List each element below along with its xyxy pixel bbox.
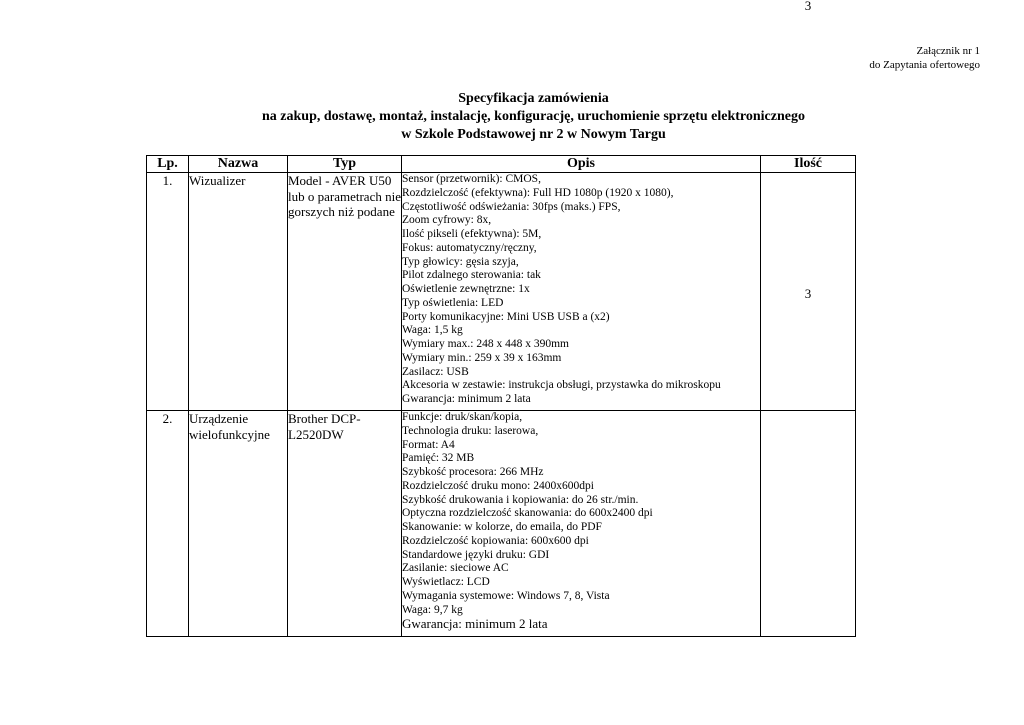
header-ilosc: Ilość <box>761 156 856 173</box>
spec-line: Wymagania systemowe: Windows 7, 8, Vista <box>402 589 610 602</box>
spec-line: Standardowe języki druku: GDI <box>402 548 550 561</box>
header-opis: Opis <box>402 156 761 173</box>
spec-line: Oświetlenie zewnętrzne: 1x <box>402 283 530 295</box>
row-lp: 1. <box>147 173 189 411</box>
row-ilosc <box>761 286 856 637</box>
spec-line: Wymiary max.: 248 x 448 x 390mm <box>402 338 569 350</box>
spec-line: Fokus: automatyczny/ręczny, <box>402 241 537 254</box>
document-location: w Szkole Podstawowej nr 2 w Nowym Targu <box>401 127 666 142</box>
spec-line: Szybkość drukowania i kopiowania: do 26 str./min. <box>402 493 639 506</box>
quantity-value: 3 <box>804 0 812 13</box>
spec-line: Pilot zdalnego sterowania: tak <box>402 269 541 282</box>
row-opis <box>402 411 761 637</box>
spec-line: Pamięć: 32 MB <box>402 452 475 465</box>
document-title: Specyfikacja zamówienia <box>458 91 609 106</box>
spec-line: Akcesoria w zestawie: instrukcja obsługi, przystawka do mikroskopu <box>402 379 721 392</box>
spec-line: Optyczna rozdzielczość skanowania: do 600x2400 dpi <box>402 507 653 520</box>
document-heading <box>0 90 1024 144</box>
spec-line: Porty komunikacyjne: Mini USB USB a (x2) <box>402 310 610 323</box>
quantity-value: 3 <box>804 286 812 301</box>
spec-line: Typ głowicy: gęsia szyja, <box>402 255 519 268</box>
row-nazwa: Urządzenie wielofunkcyjne <box>189 411 288 637</box>
spec-line: Format: A4 <box>402 438 455 451</box>
spec-line: Szybkość procesora: 266 MHz <box>402 466 544 478</box>
row-typ: Model - AVER U50 lub o parametrach nie gorszych niż podane <box>288 173 402 411</box>
spec-line: Technologia druku: laserowa, <box>402 424 539 437</box>
attachment-number: Załącznik nr 1 <box>916 45 980 57</box>
spec-line: Zasilacz: USB <box>402 365 469 378</box>
spec-line: Wymiary min.: 259 x 39 x 163mm <box>402 351 562 364</box>
spec-line: Rozdzielczość (efektywna): Full HD 1080p (1920 x 1080), <box>402 186 674 199</box>
spec-line: Wyświetlacz: LCD <box>402 576 490 588</box>
header-typ: Typ <box>288 156 402 173</box>
attachment-reference: do Zapytania ofertowego <box>869 59 980 71</box>
row-lp: 2. <box>147 411 189 637</box>
row-nazwa: Wizualizer <box>189 173 288 411</box>
table-row <box>147 173 856 411</box>
spec-line: Skanowanie: w kolorze, do emaila, do PDF <box>402 521 602 533</box>
spec-line: Sensor (przetwornik): CMOS, <box>402 173 541 185</box>
spec-line: Rozdzielczość kopiowania: 600x600 dpi <box>402 534 589 547</box>
table-row <box>147 411 856 637</box>
spec-line: Ilość pikseli (efektywna): 5M, <box>402 228 542 240</box>
table-header-row <box>147 156 856 173</box>
spec-line: Częstotliwość odświeżania: 30fps (maks.) FPS, <box>402 200 621 213</box>
document-subtitle: na zakup, dostawę, montaż, instalację, konfigurację, uruchomienie sprzętu elektronicznego <box>262 109 805 124</box>
spec-line: Zoom cyfrowy: 8x, <box>402 214 492 227</box>
attachment-note <box>869 44 980 72</box>
header-lp: Lp. <box>147 156 189 173</box>
spec-line: Zasilanie: sieciowe AC <box>402 562 509 575</box>
header-nazwa: Nazwa <box>189 156 288 173</box>
spec-line: Gwarancja: minimum 2 lata <box>402 393 531 405</box>
spec-line: Waga: 1,5 kg <box>402 324 463 337</box>
spec-line: Rozdzielczość druku mono: 2400x600dpi <box>402 479 594 492</box>
row-opis <box>402 173 761 411</box>
spec-line: Funkcje: druk/skan/kopia, <box>402 411 523 423</box>
spec-line: Waga: 9,7 kg <box>402 603 463 616</box>
spec-line: Gwarancja: minimum 2 lata <box>402 616 548 632</box>
row-typ: Brother DCP-L2520DW <box>288 411 402 637</box>
spec-line: Typ oświetlenia: LED <box>402 296 504 309</box>
